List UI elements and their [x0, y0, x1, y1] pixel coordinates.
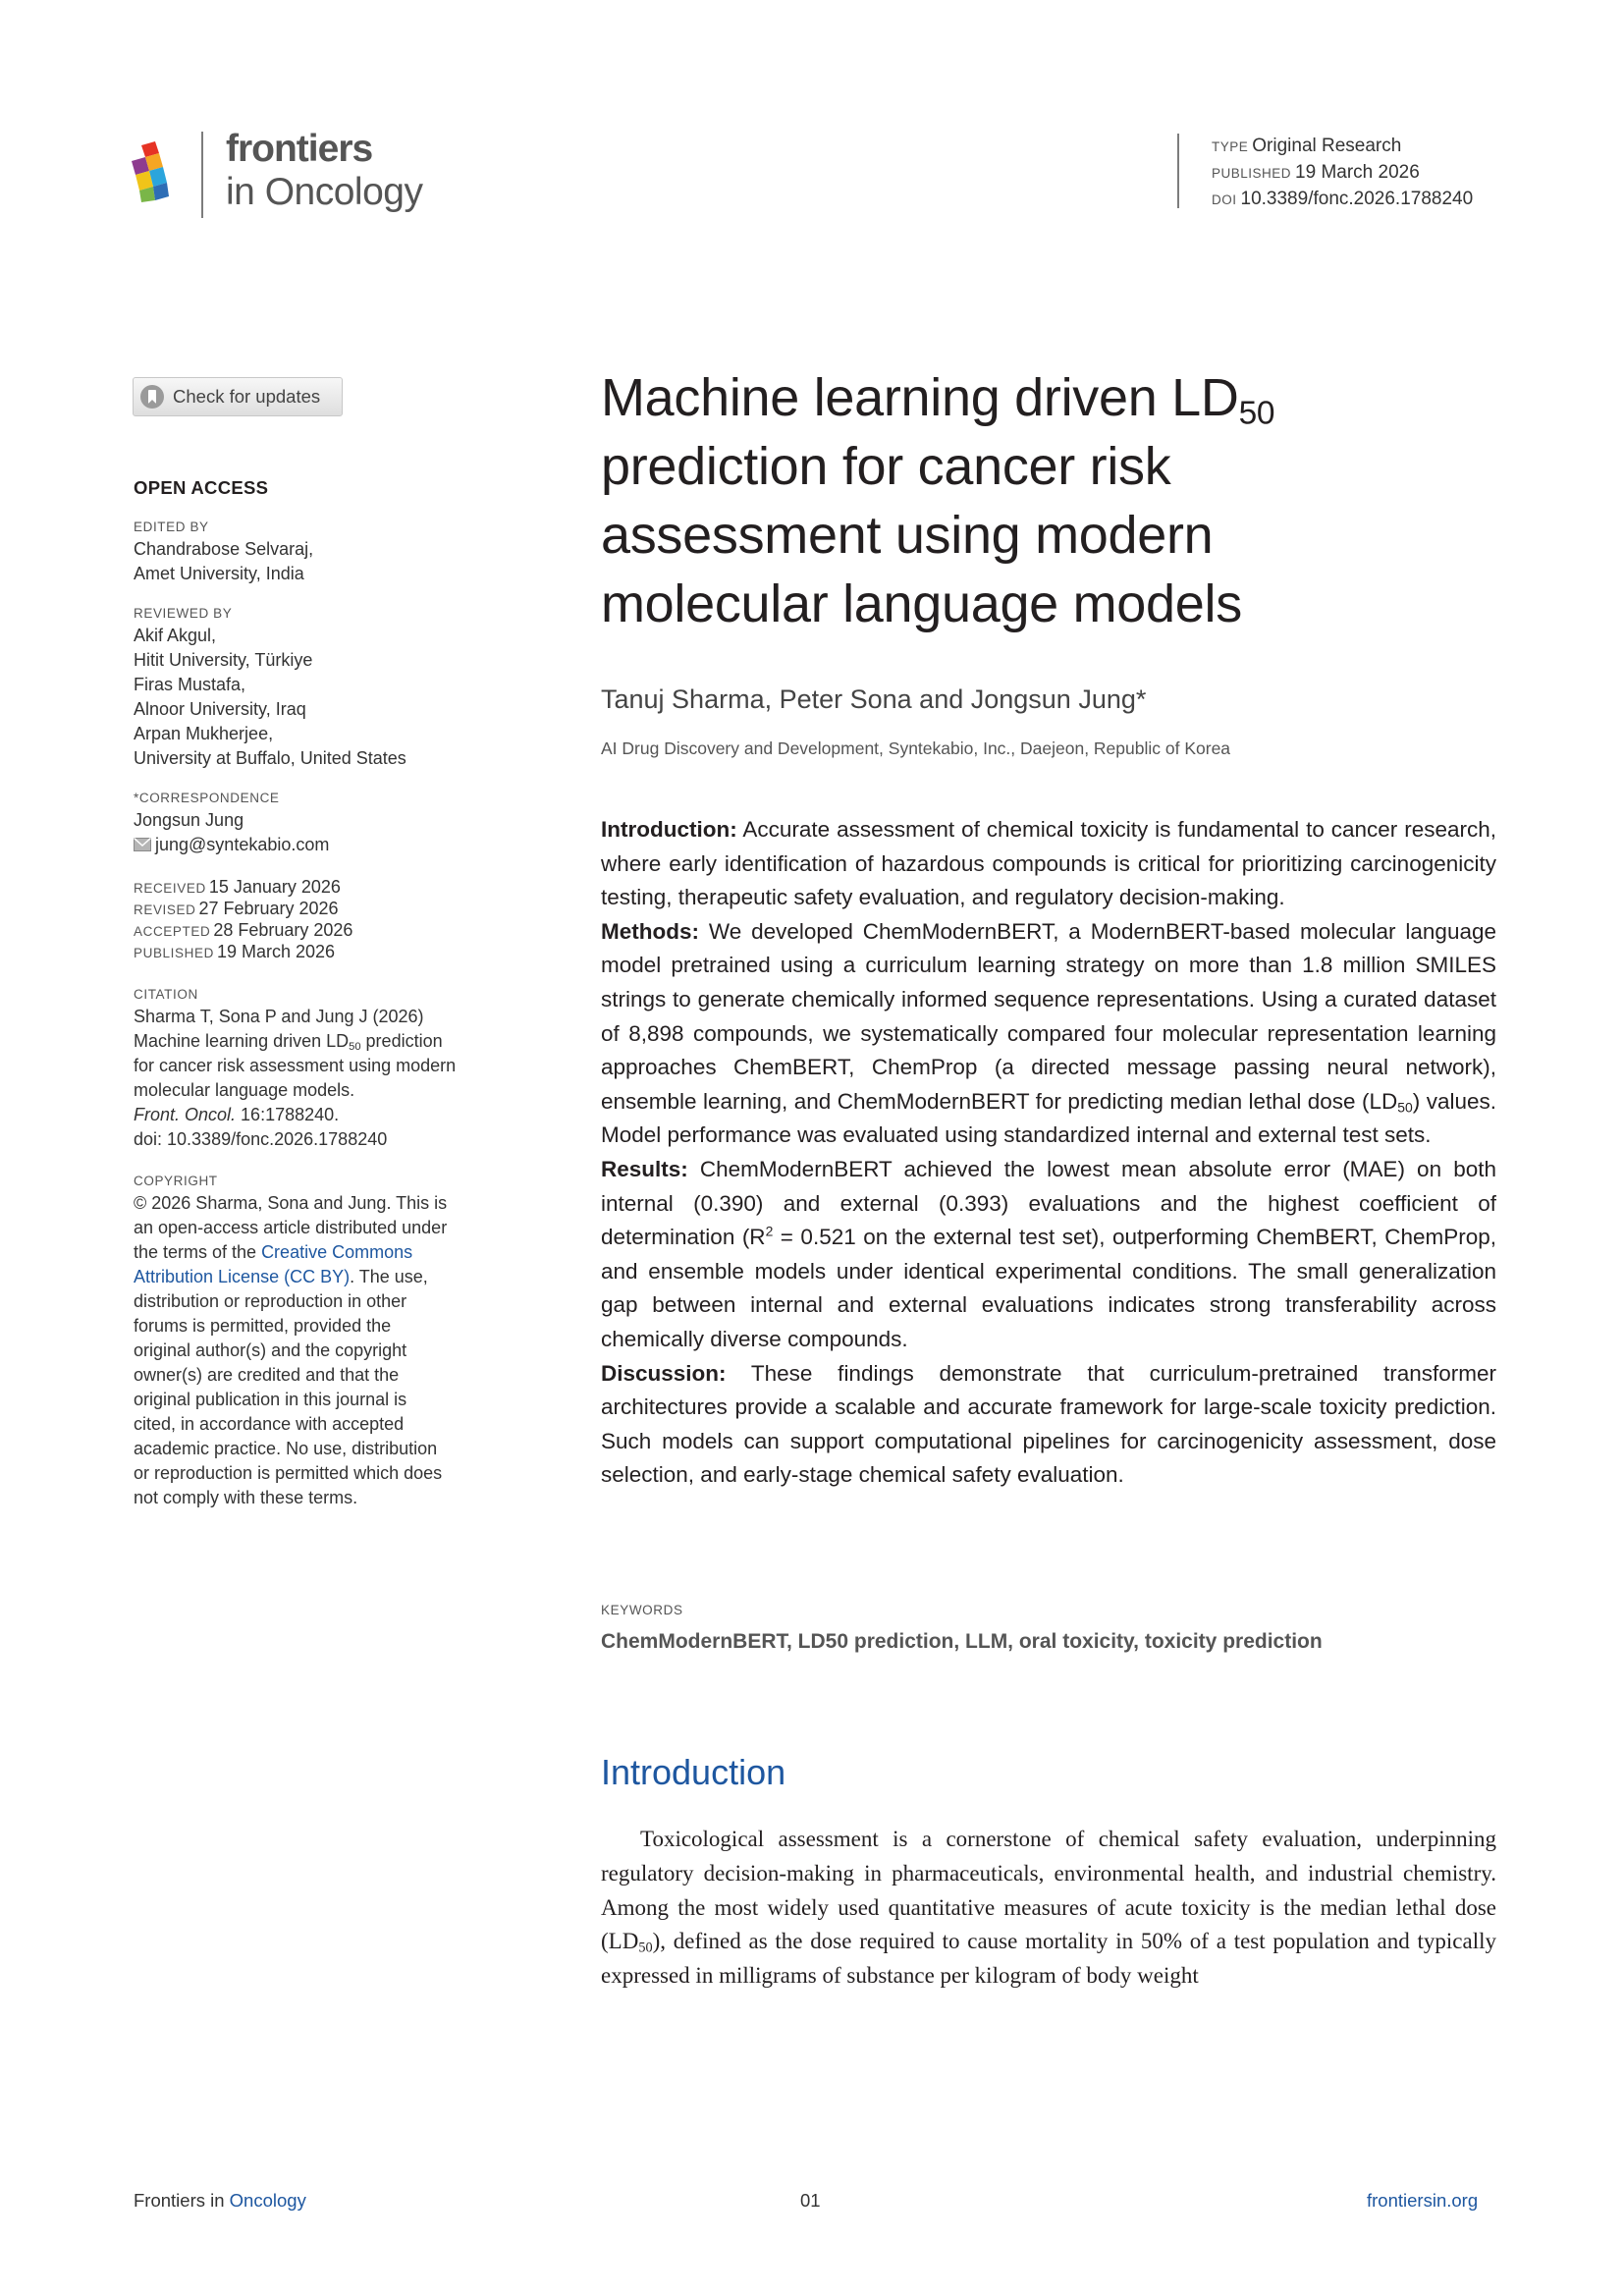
reviewer-line: Arpan Mukherjee,: [134, 724, 274, 743]
keywords: ChemModernBERT, LD50 prediction, LLM, oral toxicity, toxicity prediction: [601, 1630, 1323, 1653]
reviewer-line: Hitit University, Türkiye: [134, 650, 313, 670]
article-meta: [1212, 134, 1473, 213]
article-dates: [134, 877, 507, 963]
correspondence-email-link[interactable]: jung@syntekabio.com: [155, 835, 330, 854]
author-list: Tanuj Sharma, Peter Sona and Jongsun Jung*: [601, 684, 1147, 714]
editor-affiliation: Amet University, India: [134, 564, 304, 583]
author-affiliation: AI Drug Discovery and Development, Syntekabio, Inc., Daejeon, Republic of Korea: [601, 738, 1231, 758]
date-published: PUBLISHED 19 March 2026: [134, 942, 336, 961]
article-type: TYPE Original Research: [1212, 136, 1402, 156]
reviewed-by-label: REVIEWED BY: [134, 606, 233, 621]
reviewer-line: Alnoor University, Iraq: [134, 699, 306, 719]
reviewer-line: University at Buffalo, United States: [134, 748, 406, 768]
date-received: RECEIVED 15 January 2026: [134, 877, 341, 897]
open-access-label: OPEN ACCESS: [134, 477, 269, 498]
correspondence-label: *CORRESPONDENCE: [134, 791, 280, 805]
page-title: Machine learning driven $LD_{50}$ prediction for cancer risk assessment using modern molecular language models: [601, 368, 1275, 633]
correspondence-name: Jongsun Jung: [134, 810, 244, 830]
citation-text: Sharma T, Sona P and Jung J (2026) Machine learning driven $LD_{50}$ prediction for cancer risk assessment using modern molecular language models. Front. Oncol. 16:1788240. doi: 10.3389/fonc.2026.1788240: [134, 1005, 507, 1152]
edited-by-label: EDITED BY: [134, 519, 209, 534]
abstract-introduction: Introduction: Accurate assessment of chemical toxicity is fundamental to cancer research, where early identification of hazardous compounds is critical for prioritizing carcinogenicity testing, therapeutic safety evaluation, and regulatory decision-making.: [601, 817, 1496, 910]
license-link[interactable]: Creative Commons: [261, 1242, 413, 1262]
check-for-updates-button[interactable]: [133, 377, 343, 416]
copyright-label: COPYRIGHT: [134, 1174, 218, 1188]
footer-journal: Frontiers in Oncology: [134, 2190, 306, 2211]
correspondence-email-row: [134, 833, 507, 857]
reviewer-line: Firas Mustafa,: [134, 675, 246, 694]
section-heading-introduction: Introduction: [601, 1752, 786, 1792]
editor-name: Chandrabose Selvaraj,: [134, 539, 314, 559]
abstract-results: Results: ChemModernBERT achieved the lowest mean absolute error (MAE) on both internal (0.390) and external (0.393) evaluations and the highest coefficient of determination ($R^2 = 0.521$ on the external test set), outperforming ChemBERT, ChemProp, and ensemble models under identical experimental conditions. The small generalization gap between internal and external evaluations indicates strong transferability across chemically diverse compounds.: [601, 1156, 1496, 1351]
date-accepted: ACCEPTED 28 February 2026: [134, 920, 353, 940]
citation-doi[interactable]: doi: 10.3389/fonc.2026.1788240: [134, 1129, 388, 1149]
abstract: [601, 813, 1496, 1493]
check-for-updates-label: Check for updates: [173, 386, 321, 407]
copyright-text: © 2026 Sharma, Sona and Jung. This is an open-access article distributed under the terms of the Creative Commons Attribution License (CC BY). The use, distribution or reproduction in other forums is permitted, provided the original author(s) and the copyright owner(s) are credited and that the original publication in this journal is cited, in accordance with accepted academic practice. No use, distribution or reproduction is permitted which does not comply with these terms.: [134, 1193, 448, 1507]
logo-divider: [201, 132, 203, 218]
introduction-paragraph: Toxicological assessment is a cornerstone of chemical safety evaluation, underpinning regulatory decision-making in pharmaceuticals, environmental health, and industrial chemistry. Among the most widely used quantitative measures of acute toxicity is the median lethal dose $(LD_{50})$, defined as the dose required to cause mortality in 50% of a test population and typically expressed in milligrams of substance per kilogram of body weight: [601, 1827, 1496, 1989]
footer-site-link[interactable]: frontiersin.org: [1367, 2190, 1479, 2211]
update-check-icon: [139, 384, 165, 410]
citation-journal: Front. Oncol.: [134, 1105, 237, 1124]
citation-label: CITATION: [134, 987, 198, 1002]
date-revised: REVISED 27 February 2026: [134, 899, 339, 918]
abstract-methods: Methods: We developed ChemModernBERT, a ModernBERT-based molecular language model pretrained using a curriculum learning strategy on more than 1.8 million SMILES strings to generate chemically informed sequence representations. Using a curated dataset of 8,898 compounds, we systematically compared four molecular representation learning approaches ChemBERT, ChemProp (a directed message passing neural network), ensemble learning, and ChemModernBERT for predicting median lethal dose $(LD_{50})$ values. Model performance was evaluated using standardized internal and external test sets.: [601, 918, 1496, 1148]
license-link[interactable]: Attribution License (CC BY): [134, 1267, 351, 1286]
journal-logo-text: [226, 128, 422, 214]
meta-divider: [1177, 134, 1179, 208]
article-sidebar: [134, 475, 507, 1510]
article-doi[interactable]: DOI 10.3389/fonc.2026.1788240: [1212, 189, 1474, 209]
frontiers-logo-icon: [132, 141, 187, 202]
journal-name-oncology: in Oncology: [226, 171, 423, 213]
reviewer-line: Akif Akgul,: [134, 626, 217, 645]
mail-icon: [134, 838, 151, 851]
article-published: PUBLISHED 19 March 2026: [1212, 162, 1420, 183]
abstract-discussion: Discussion: These findings demonstrate that curriculum-pretrained transformer architectures provide a scalable and accurate framework for large-scale toxicity prediction. Such models can support computational pipelines for carcinogenicity assessment, dose selection, and early-stage chemical safety evaluation.: [601, 1360, 1496, 1488]
page-number: 01: [800, 2190, 821, 2211]
keywords-label: KEYWORDS: [601, 1603, 683, 1617]
journal-name-frontiers: frontiers: [226, 128, 373, 170]
